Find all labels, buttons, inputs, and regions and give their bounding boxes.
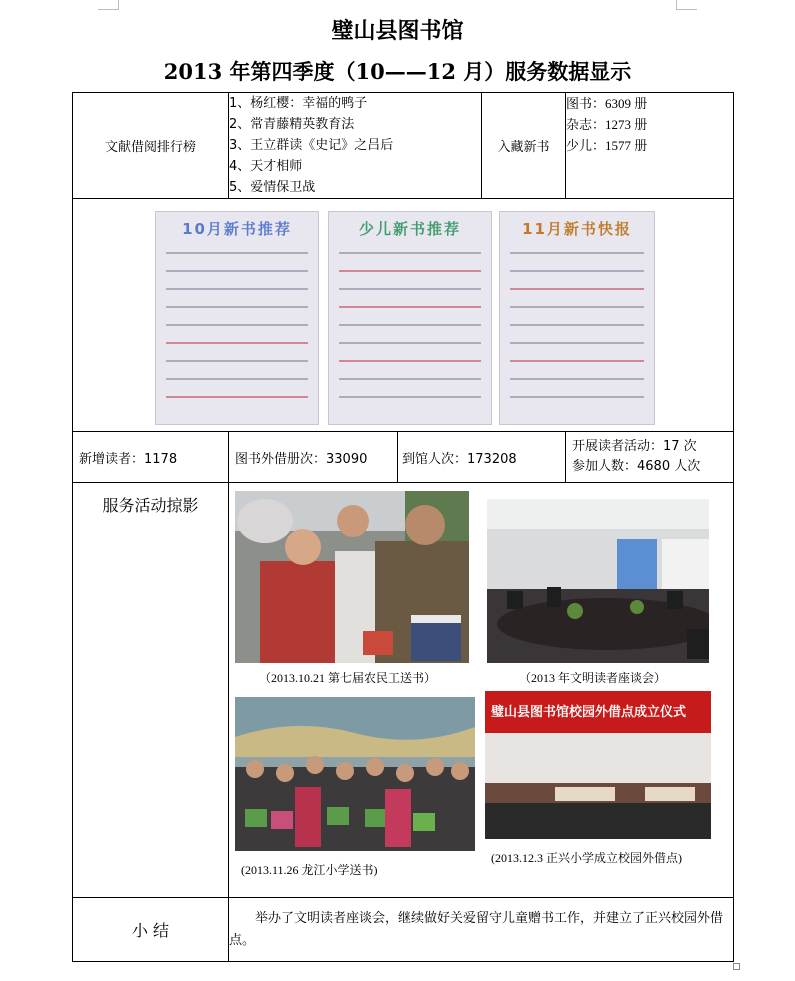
ranking-list <box>229 93 482 199</box>
poster-title: 少儿新书推荐 <box>358 220 461 238</box>
ranking-item: 4、天才相师 <box>229 159 303 174</box>
end-mark <box>733 963 740 970</box>
photo-caption: (2013.11.26 龙江小学送书) <box>241 863 378 877</box>
new-books-stats <box>566 93 734 199</box>
crop-mark-top-left <box>98 0 119 10</box>
ranking-item: 2、常青藤精英教育法 <box>229 117 355 132</box>
loans: 图书外借册次：33090 <box>229 432 398 483</box>
poster-title: 11月新书快报 <box>522 220 632 238</box>
meeting-photo <box>487 499 709 663</box>
photo-caption: （2013.10.21 第七届农民工送书） <box>259 671 437 685</box>
new-readers: 新增读者：1178 <box>73 432 229 483</box>
ranking-item: 1、杨红樱：幸福的鸭子 <box>229 96 368 111</box>
ranking-row <box>73 93 734 199</box>
participants: 参加人数：4680 人次 <box>572 459 701 474</box>
photo-caption: （2013 年文明读者座谈会） <box>519 671 667 685</box>
events-cell <box>566 432 734 483</box>
new-books-stat: 图书：6309 册 <box>566 96 648 111</box>
page-title: 璧山县图书馆 <box>331 18 464 44</box>
new-books-stat: 少儿：1577 册 <box>566 138 648 153</box>
ranking-item: 3、王立群读《史记》之吕后 <box>229 138 394 153</box>
crop-mark-top-right <box>676 0 697 10</box>
summary-label: 小 结 <box>73 898 229 962</box>
summary-text: 举办了文明读者座谈会，继续做好关爱留守儿童赠书工作，并建立了正兴校园外借点。 <box>229 898 734 962</box>
activities-photos <box>229 483 734 898</box>
summary-row <box>73 898 734 962</box>
poster-image <box>328 211 492 425</box>
new-books-stat: 杂志：1273 册 <box>566 117 648 132</box>
visits: 到馆人次：173208 <box>398 432 566 483</box>
ranking-item: 5、爱情保卫战 <box>229 180 316 195</box>
ceremony-photo <box>485 691 711 839</box>
giveaway-photo <box>235 491 469 663</box>
events: 开展读者活动：17 次 <box>572 439 697 454</box>
poster-title: 10月新书推荐 <box>182 220 292 238</box>
posters-row <box>73 199 734 432</box>
activities-row <box>73 483 734 898</box>
poster-image <box>499 211 655 425</box>
ranking-label: 文献借阅排行榜 <box>73 93 229 199</box>
stats-row <box>73 432 734 483</box>
photo-caption: (2013.12.3 正兴小学成立校园外借点) <box>491 851 682 865</box>
poster-image <box>155 211 319 425</box>
ceremony-banner: 璧山县图书馆校园外借点成立仪式 <box>491 705 687 720</box>
page-subtitle: 2013 年第四季度（10——12 月）服务数据显示 <box>163 59 632 84</box>
new-books-label: 入藏新书 <box>482 93 566 199</box>
report-table <box>72 92 734 962</box>
posters-cell <box>73 199 734 432</box>
students-photo <box>235 697 475 851</box>
activities-label: 服务活动掠影 <box>73 483 229 898</box>
